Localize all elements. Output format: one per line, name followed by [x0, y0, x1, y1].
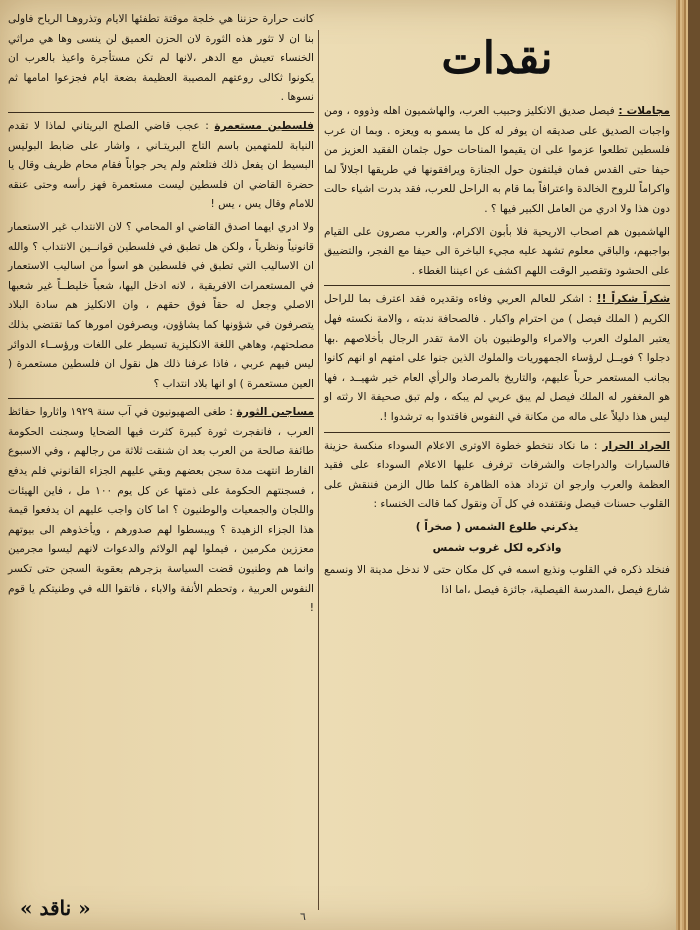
- section-rule: [8, 112, 314, 113]
- article-text: كانت حرارة حزننا هي خلجة موقتة تطفئها الايام وتذروهـا الرياح فاولى بنا ان لا تثور هذه الثورة لان الحزن العميق لن ينسى وها هي مراثي الخنساء تعيش مع الدهر ،لانها لم تكن مستأجرة واعيذ بالعرب ان يكونوا ثكالى روعتهم المصيبة العظيمة بضعة ايام فجزعوا امامها ثم نسوها .: [8, 13, 314, 104]
- article-headline: الجراد الجرار: [602, 439, 670, 452]
- poem-verse: يذكرني طلوع الشمس ( صخراً ): [415, 520, 579, 533]
- page-number: ٦: [300, 910, 306, 923]
- section-rule: [8, 398, 314, 399]
- article-paragraph: [324, 223, 670, 282]
- poem-verse: واذكره لكل غروب شمس: [432, 542, 562, 555]
- article-paragraph: [8, 10, 314, 108]
- article-text: : اشكر للعالم العربي وفاءه وتقديره فقد اعترف بما للراحل الكريم ( الملك فيصل ) من احترام واكبار . فالصحافة ندبته ، والامة نكسته فهل يعتبر الملوك العرب والامراء والوطنيون بان الامة تقدر الرجال بأخلاصهم .بها دجلوا ؟ فويــل لرؤساء الجمهوريات والملوك الذين جنوا على امتهم او انهم كانوا بجانب المستعمر حرباً عليهم، والتاريخ بالمرصاد والرأي العام خير شهيــد ، فها هو المغفور له الملك فيصل لم يبق عربي لم يبكه ، ولم تبق صحيفة الا رثته او ليس هذا دليلاً على ماله من مكانة في النفوس فاقتدوا به ترشدوا !.: [324, 293, 670, 423]
- article-text: : عجب قاضي الصلح البريتاني لماذا لا تقدم النيابة للمتهمين باسم التاج البريتـاني ، واشار على ضابط البوليس البسيط ان يفعل ذلك فتلعثم ولم يحر جواباً فقام محام ظريف وقال يا حضرة القاضي ان فلسطين ليست مستعمرة فهز رأسه وحتى عنقه للامام وقال يس ، يس !: [8, 119, 314, 211]
- column-divider: [318, 30, 319, 910]
- article-paragraph: [8, 218, 314, 394]
- section-rule: [324, 285, 670, 286]
- author-signature: « ناقد »: [20, 896, 91, 920]
- article-paragraph: [8, 403, 314, 619]
- article-text: ولا ادري ايهما اصدق القاضي او المحامي ؟ لان الانتداب غير الاستعمار قانونياً ونظرياً ، ولكن هل تطبق في فلسطين قوانــين الانتداب ؟ والله ان الاساليب التي تطبق في فلسطين هو اسوأ من اساليب الاستعمار في المستعمرات الافريقية ، لانه ادخل اليها، شعباً خليطــاً غير شعبها الاصلي وجعل له حقاً فوق حقهم ، وان الانكليز هم سادة البلاد يتصرفون في شؤونها كما يشاؤون، ويصرفون امورها كما تقتضي بذلك مصلحتهم، وهاهي اللغة الانكليزية تسيطر على اللغات ورؤســاء الدوائر ليس فيهم عربي ، فاذا عرفنا ذلك هل نقول ان فلسطين مستعمرة ( العين مستعمرة ) او انها بلاد انتداب ؟: [8, 220, 314, 390]
- article-text: فيصل صديق الانكليز وحبيب العرب، والهاشميون اهله وذووه ، ومن واجبات الصديق على صديقه ان يوفر له كل ما يسمو به ويعزه . وبما ان عرب فلسطين تطلعوا عزموا على ان يقيموا المناحات حول جثمان الفقيد العزيز من حيفا حتى القدس فمان فيلتفون حول الجنازة ويرافقونها في طريقها اجلالاً لما واكراماً للروح الخالدة واعترافاً بما قام به الراحل للعرب، فقد بدرت اشياء حالت دون هذا ولا ادري من العامل الكبير فيها ؟ .: [324, 105, 670, 215]
- article-headline: مساجين الثورة: [236, 406, 314, 419]
- right-column: [324, 10, 670, 603]
- article-paragraph: [324, 102, 670, 220]
- article-text: : ما نكاد نتخطو خطوة الاوترى الاعلام السوداء منكسة حزينة فالسيارات والدراجات والشرفات ترفرف عليها الاعلام السوداء على فقيد العظمة والعرب وارجو ان تزداد هذه الظاهرة كلما طال الزمن فننقش على القلوب حسنات فيصل ونقتفده في كل آن ونقول كما قالت الخنساء :: [324, 439, 670, 511]
- article-paragraph: [324, 561, 670, 600]
- article-paragraph: [324, 437, 670, 515]
- article-headline: شكراً شكراً !!: [596, 293, 671, 306]
- article-headline: مجاملات :: [618, 105, 670, 117]
- article-paragraph: [8, 117, 314, 215]
- left-column: [8, 10, 314, 622]
- article-headline: فلسطين مستعمرة: [214, 119, 314, 132]
- masthead-title: نقدات: [441, 33, 553, 84]
- page-edge-binding: [676, 0, 688, 930]
- article-text: فنخلد ذكره في القلوب ونذيع اسمه في كل مكان حتى لا ندخل مدينة الا ونسمع شارع فيصل ،المدرسة الفيصلية، جائزة فيصل ،اما اذا: [324, 564, 670, 596]
- article-text: : طغى الصهيونيون في آب سنة ١٩٢٩ واثاروا حفائظ العرب ، فانفجرت ثورة كبيرة كثرت فيها الضحايا وسجنت الحكومة طائفة صالحة من العرب بعد ان شنقت ثلاثة من رجالهم ، وفي الاسبوع الفارط انتهت مدة سجن بعضهم وبقي عليهم الجزاء القانوني فلم يدفع ، فسجنتهم الحكومة على ذمتها عن كل يوم ١٠٠ مل ، فاين الهيئات واللجان والجمعيات والوطنيون ؟ اما كان واجب عليهم ان يدفعوا قيمة هذا الجزاء الزهيدة ؟ ويبسطوا لهم صدورهم ، ويأخذوهم الى بيوتهم معززين مكرمين ، فيملوا لهم الولائم والدعوات لانهم ليسوا مجرمين وانما هم وطنيون قضت السياسة بزجرهم بعقوبة السجن حتى تكسر النفوس العربية ، وتحطم الأنفة والاباء ، فاتقوا الله في وطنيتكم يا قوم !: [8, 406, 315, 615]
- article-text: الهاشميون هم اصحاب الاريحية فلا بأبون الاكرام، والعرب مصرون على القيام بواجبهم، والباقي معلوم تشهد عليه مجيء الباخرة الى حيفا مع الفجر، والتضييق على الحشود وتقصير الوقت اللهم اكشف عن اعيننا الغطاء .: [324, 225, 670, 277]
- section-rule: [324, 432, 670, 433]
- article-paragraph: [324, 290, 670, 427]
